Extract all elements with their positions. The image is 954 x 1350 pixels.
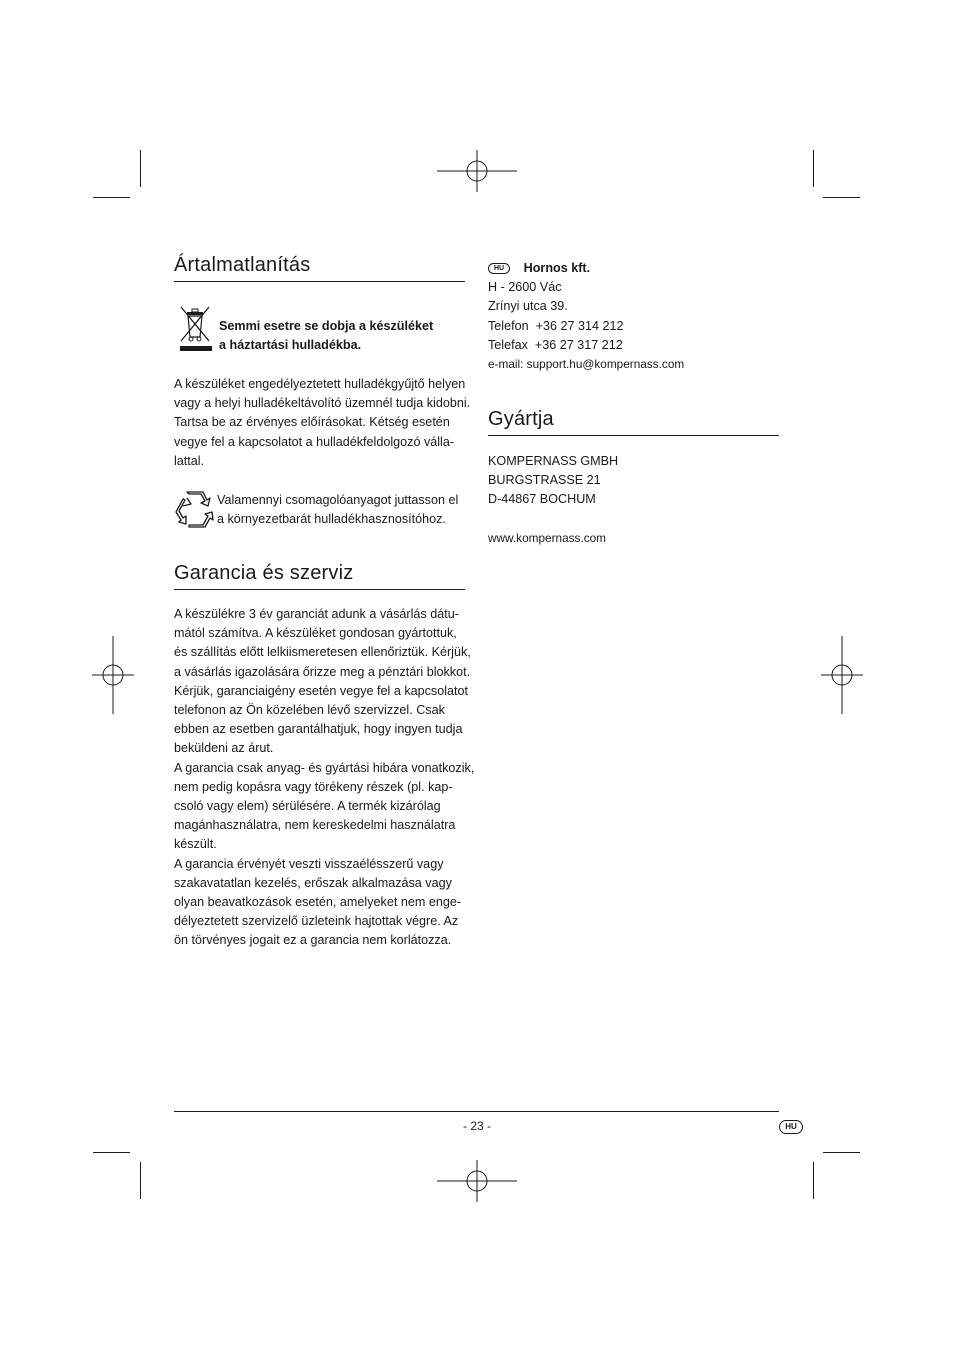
- disposal-warning: Semmi esetre se dobja a készüléket a háztartási hulladékba.: [219, 319, 434, 353]
- recycle-note: Valamennyi csomagolóanyagot juttasson el a környezetbarát hulladékhasznosítóhoz.: [217, 493, 459, 527]
- service-email: e-mail: support.hu@kompernass.com: [488, 357, 685, 372]
- service-phone-line: Telefon +36 27 314 212: [488, 318, 624, 333]
- warranty-heading: Garancia és szerviz: [174, 562, 354, 584]
- disposal-body: A készüléket engedélyeztetett hulladékgyűjtő helyen vagy a helyi hulladékeltávolító üzemnél tudja kidobni. Tartsa be az érvényes előírásokat. Kétség esetén vegye fel a kapcsolatot a hulladékfeldolgozó válla- lattal.: [174, 377, 471, 468]
- service-phone: +36 27 314 212: [535, 318, 624, 333]
- registration-mark-bottom-icon: [437, 1160, 517, 1202]
- weee-bin-icon: [177, 303, 215, 353]
- service-street: Zrínyi utca 39.: [488, 299, 568, 314]
- footer-language-badge: HU: [779, 1120, 803, 1134]
- registration-mark-right-icon: [821, 636, 863, 714]
- disposal-heading: Ártalmatlanítás: [174, 254, 311, 276]
- service-fax-line: Telefax +36 27 317 212: [488, 337, 623, 352]
- country-badge: HU: [488, 263, 510, 274]
- manufacturer-heading-rule: [488, 435, 779, 436]
- manufacturer-address: KOMPERNASS GMBH BURGSTRASSE 21 D-44867 BOCHUM: [488, 454, 619, 507]
- disposal-heading-rule: [174, 281, 465, 282]
- registration-mark-top-icon: [437, 150, 517, 192]
- footer-rule: [174, 1111, 779, 1112]
- registration-mark-left-icon: [92, 636, 134, 714]
- page-number: - 23 -: [462, 1119, 491, 1133]
- service-address: [488, 259, 684, 374]
- manufacturer-website: www.kompernass.com: [488, 531, 607, 545]
- manufacturer-heading: Gyártja: [488, 408, 554, 430]
- recycling-symbol-icon: [175, 490, 215, 528]
- service-city: H - 2600 Vác: [488, 280, 562, 295]
- warranty-heading-rule: [174, 589, 465, 590]
- service-name-line: [488, 259, 684, 278]
- service-fax: +36 27 317 212: [534, 337, 623, 352]
- service-name: Hornos kft.: [523, 261, 591, 275]
- warranty-body: A készülékre 3 év garanciát adunk a vásárlás dátu- mától számítva. A készüléket gondosan gyártottuk, és szállítás előtt lelkiismeretesen ellenőriztük. Kérjük, a vásárlás igazolására őrizze meg a pénztári blokkot. Kérjük, garanciaigény esetén vegye fel a kapcsolatot telefonon az Ön közelében lévő szervizzel. Csak ebben az esetben garantálhatjuk, hogy ingyen tudja beküldeni az árut. A garancia csak anyag- és gyártási hibára vonatkozik, nem pedig kopásra vagy törékeny részek (pl. kap- csoló vagy elem) sérülésére. A termék kizárólag magánhasználatra, nem kereskedelmi használatra készült. A garancia érvényét veszti visszaélésszerű vagy szakavatatlan kezelés, erőszak alkalmazása vagy olyan beavatkozások esetén, amelyeket nem enge- délyeztetett szervizelő üzleteink hajtottak végre. Az ön törvényes jogait ez a garancia nem korlátozza.: [174, 607, 475, 948]
